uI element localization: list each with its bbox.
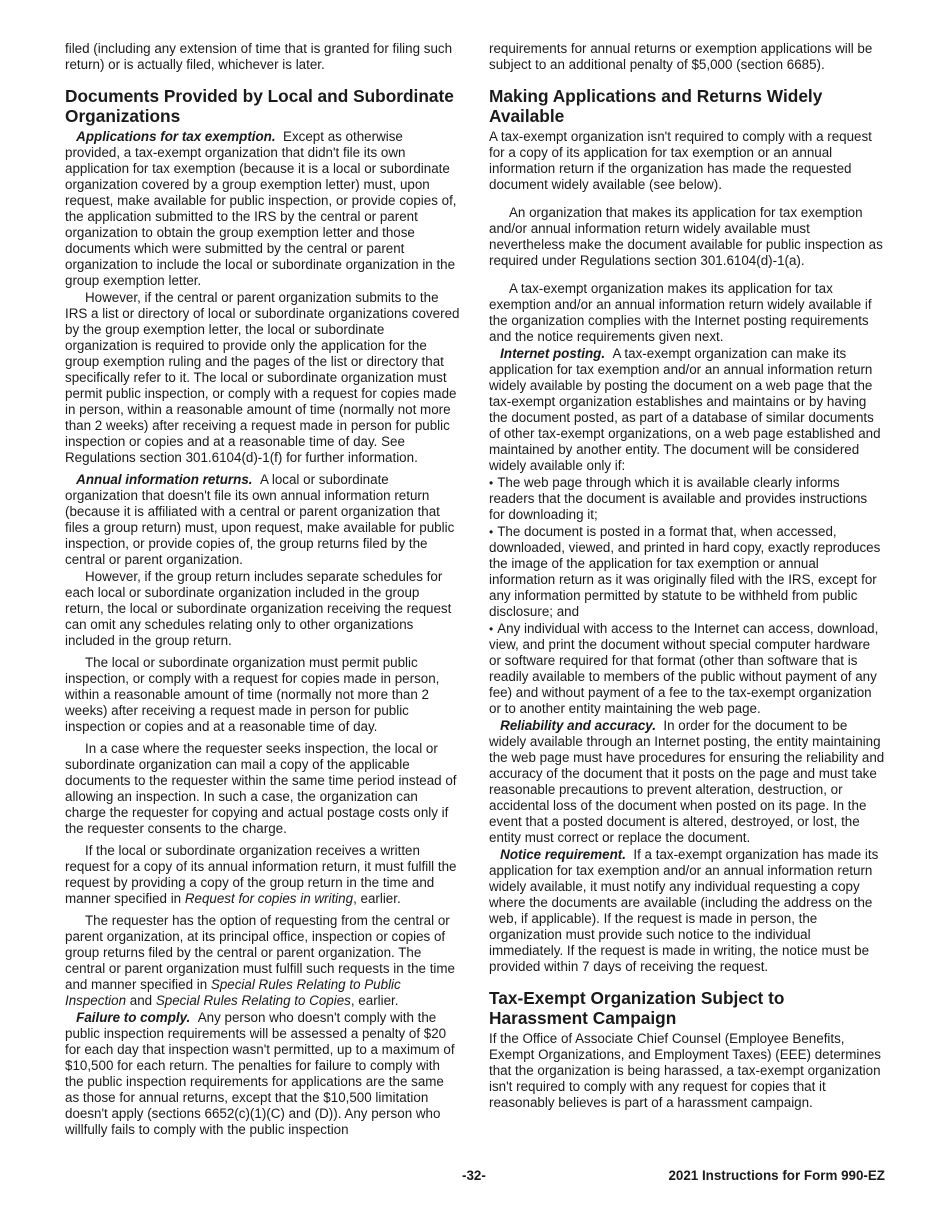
annual-returns-text: A local or subordinate organization that doesn't file its own annual information return (because it is affiliated with a central or parent organization that files a group return) must, upon request, make available for public inspection, or provide copies of, the group returns filed by the central or parent organization. <box>65 472 455 567</box>
page-number: -32- <box>462 1168 486 1183</box>
bullet-text: Any individual with access to the Internet can access, download, view, and print the document without special computer hardware or software required for that format (other than software that is readily available to members of the public without payment of any fee) and without payment of a fee to the tax-exempt organization or to another entity maintaining the web page. <box>489 621 879 716</box>
requester-option-tail: , earlier. <box>350 993 399 1008</box>
however-central-paragraph: However, if the central or parent organization submits to the IRS a list or directory of local or subordinate organizations covered by the group exemption letter, the local or subordinate organization is required to provide only the application for the group exemption ruling and the pages of the list or directory that specifically refer to it. The local or subordinate organization must permit public inspection, or comply with a request for copies made in person, within a reasonable amount of time (normally not more than 2 weeks) after receiving a request made in person for public inspection or copies and at a reasonable time of day. See Regulations section 301.6104(d)-1(f) for further information. <box>65 290 460 465</box>
written-request-tail: , earlier. <box>353 891 401 906</box>
applications-paragraph <box>65 129 461 289</box>
bullet-text: The web page through which it is available clearly informs readers that the document is available and provides instructions for downloading it; <box>489 475 868 522</box>
written-request-paragraph <box>65 843 461 907</box>
mail-copy-paragraph: In a case where the requester seeks inspection, the local or subordinate organization can mail a copy of the applicable documents to the requester within the same time period instead of allowing an inspection. In such a case, the organization can charge the requester for copying and actual postage costs only if the requester consents to the charge. <box>65 741 457 836</box>
widely-available-paragraph-2: An organization that makes its application for tax exemption and/or annual information return widely available must nevertheless make the document available for public inspection as required under Regulations section 301.6104(d)-1(a). <box>489 205 883 268</box>
applications-run-in-heading: Applications for tax exemption. <box>76 129 276 144</box>
annual-returns-paragraph <box>65 472 461 568</box>
bullet-dot: • <box>489 622 494 636</box>
harassment-paragraph: If the Office of Associate Chief Counsel (Employee Benefits, Exempt Organizations, and Employment Taxes) (EEE) determines that the organization is being harassed, a tax-exempt organization isn't required to comply with any request for copies that it reasonably believes is part of a harassment campaign. <box>489 1031 881 1110</box>
notice-text: If a tax-exempt organization has made its application for tax exemption and/or an annual information return widely available, it must notify any individual requesting a copy where the documents are available (including the address on the web, if applicable). If the request is made in person, the organization must provide such notice to the individual immediately. If the request is made in writing, the notice must be provided within 7 days of receiving the request. <box>489 847 879 974</box>
reliability-paragraph <box>489 718 885 846</box>
right-column <box>489 41 885 1117</box>
failure-to-comply-paragraph <box>65 1010 461 1138</box>
reliability-run-in-heading: Reliability and accuracy. <box>500 718 656 733</box>
reliability-text: In order for the document to be widely available through an Internet posting, the entity maintaining the web page must have procedures for ensuring the reliability and accuracy of the document that it posts on the page and must take reasonable precautions to prevent alteration, destruction, or accidental loss of the document when posted on its page. In the event that a posted document is altered, destroyed, or lost, the entity must correct or replace the document. <box>489 718 885 845</box>
internet-posting-run-in-heading: Internet posting. <box>500 346 606 361</box>
written-request-text: If the local or subordinate organization receives a written request for a copy of its annual information return, it must fulfill the request by providing a copy of the group return in the time and manner specified in <box>65 843 457 906</box>
annual-returns-run-in-heading: Annual information returns. <box>76 472 253 487</box>
page-footer <box>0 1168 950 1188</box>
notice-run-in-heading: Notice requirement. <box>500 847 626 862</box>
notice-paragraph <box>489 847 885 975</box>
public-inspection-reference: Special Rules Relating to Public Inspection <box>65 977 401 1008</box>
requester-option-and: and <box>126 993 156 1008</box>
bullet-text: The document is posted in a format that, when accessed, downloaded, viewed, and printed in hard copy, exactly reproduces the image of the application for tax exemption or annual information return as it was originally filed with the IRS, except for any information permitted by statute to be withheld from public disclosure; and <box>489 524 881 619</box>
left-column <box>65 41 461 1144</box>
heading-widely-available: Making Applications and Returns Widely Available <box>489 86 823 126</box>
right-intro-paragraph: requirements for annual returns or exemption applications will be subject to an additional penalty of $5,000 (section 6685). <box>489 41 873 72</box>
widely-available-paragraph-1: A tax-exempt organization isn't required to comply with a request for a copy of its application for tax exemption or an annual information return if the organization has made the requested document widely available (see below). <box>489 129 872 192</box>
applications-text: Except as otherwise provided, a tax-exempt organization that didn't file its own application for tax exemption (because it is a local or subordinate organization covered by a group exemption letter) must, upon request, make available for public inspection, or provide copies of, the application submitted to the IRS by the central or parent organization to obtain the group exemption letter and those documents which were submitted by the central or parent organization to include the local or subordinate organization in the group exemption letter. <box>65 129 457 288</box>
form-title: 2021 Instructions for Form 990-EZ <box>668 1168 885 1183</box>
bullet-item <box>489 621 885 717</box>
heading-documents-local-subordinate: Documents Provided by Local and Subordinate Organizations <box>65 86 454 126</box>
widely-available-paragraph-3: A tax-exempt organization makes its application for tax exemption and/or an annual information return widely available if the organization complies with the Internet posting requirements and the notice requirements given next. <box>489 281 872 344</box>
however-group-paragraph: However, if the group return includes separate schedules for each local or subordinate organization included in the group return, the local or subordinate organization receiving the request can omit any schedules relating only to other organizations included in the group return. <box>65 569 452 648</box>
internet-posting-text: A tax-exempt organization can make its application for tax exemption and/or an annual information return widely available by posting the document on a web page that the tax-exempt organization establishes and maintains or by having the document posted, as part of a database of similar documents of other tax-exempt organizations, on a web page established and maintained by another entity. The document will be considered widely available only if: <box>489 346 881 473</box>
bullet-item <box>489 475 885 523</box>
bullet-item <box>489 524 885 620</box>
failure-run-in-heading: Failure to comply. <box>76 1010 191 1025</box>
requester-option-paragraph <box>65 913 461 1009</box>
copies-reference: Special Rules Relating to Copies <box>155 993 351 1008</box>
failure-text: Any person who doesn't comply with the public inspection requirements will be assessed a penalty of $20 for each day that inspection wasn't permitted, up to a maximum of $10,500 for each return. The penalties for failure to comply with the public inspection requirements for applications are the same as those for annual returns, except that the $10,500 limitation doesn't apply (sections 6652(c)(1)(C) and (D)). Any person who willfully fails to comply with the public inspection <box>65 1010 455 1137</box>
bullet-dot: • <box>489 476 494 490</box>
heading-harassment-campaign: Tax-Exempt Organization Subject to Harassment Campaign <box>489 988 785 1028</box>
requester-option-text: The requester has the option of requesting from the central or parent organization, at its principal office, inspection or copies of group returns filed by the central or parent organization. The central or parent organization must fulfill such requests in the time and manner specified in <box>65 913 456 992</box>
bullet-dot: • <box>489 525 494 539</box>
local-permit-paragraph: The local or subordinate organization must permit public inspection, or comply with a request for copies made in person, within a reasonable amount of time (normally not more than 2 weeks) after receiving a request made in person for public inspection or copies and at a reasonable time of day. <box>65 655 440 734</box>
left-intro-paragraph: filed (including any extension of time that is granted for filing such return) or is actually filed, whichever is later. <box>65 41 453 72</box>
internet-posting-paragraph <box>489 346 885 474</box>
written-request-reference: Request for copies in writing <box>184 891 354 906</box>
